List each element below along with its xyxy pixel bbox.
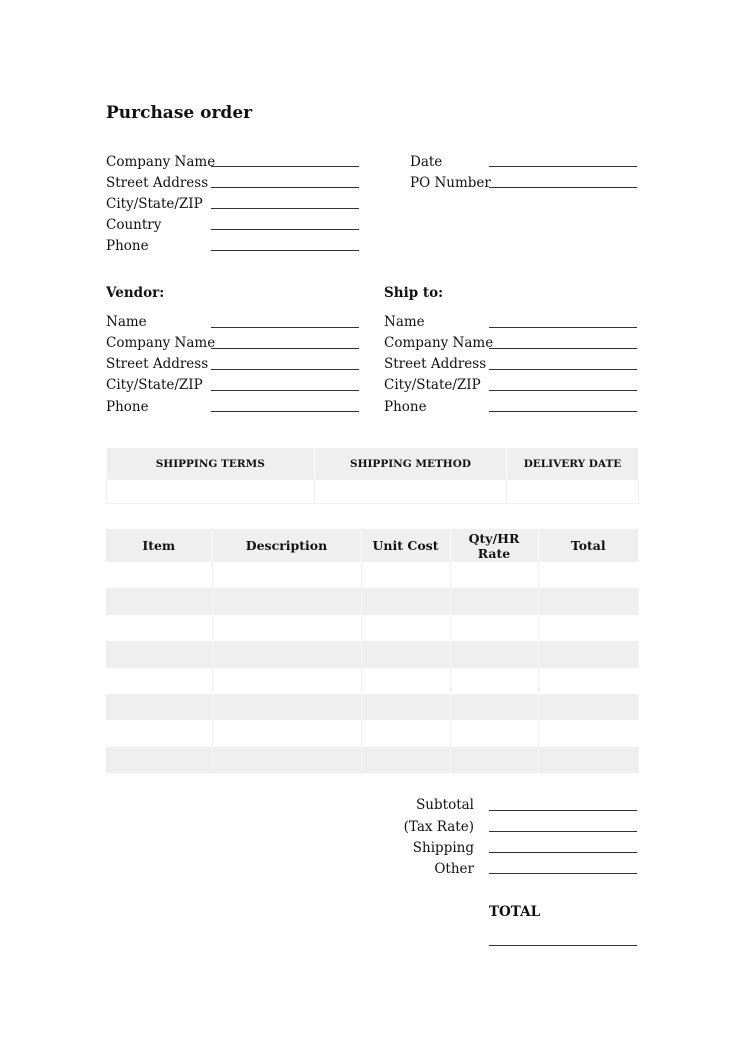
delivery-date-header: DELIVERY DATE xyxy=(507,448,639,480)
tax-rate-field[interactable] xyxy=(489,831,637,832)
vendor-city-state-zip-field[interactable] xyxy=(211,390,359,391)
total-cell[interactable] xyxy=(538,588,638,614)
vendor-company-name-field[interactable] xyxy=(211,348,359,349)
city-state-zip-label: City/State/ZIP xyxy=(106,196,203,212)
description-header: Description xyxy=(212,529,361,562)
unit-cost-cell[interactable] xyxy=(361,747,450,773)
phone-field[interactable] xyxy=(211,250,359,251)
qty-cell[interactable] xyxy=(450,588,538,614)
ship-to-street-address-field[interactable] xyxy=(489,369,637,370)
items-table-header xyxy=(106,529,638,562)
total-label: TOTAL xyxy=(489,904,541,920)
description-cell[interactable] xyxy=(212,615,361,641)
table-row xyxy=(106,668,638,694)
item-cell[interactable] xyxy=(106,588,212,614)
ship-to-name-label: Name xyxy=(384,314,425,330)
unit-cost-cell[interactable] xyxy=(361,562,450,588)
shipping-method-cell[interactable] xyxy=(315,480,507,504)
vendor-phone-label: Phone xyxy=(106,399,149,415)
ship-to-heading: Ship to: xyxy=(384,285,444,301)
vendor-phone-field[interactable] xyxy=(211,411,359,412)
shipping-table-row xyxy=(107,480,639,504)
description-cell[interactable] xyxy=(212,668,361,694)
description-cell[interactable] xyxy=(212,720,361,746)
unit-cost-cell[interactable] xyxy=(361,641,450,667)
ship-to-street-address-label: Street Address xyxy=(384,356,487,372)
qty-cell[interactable] xyxy=(450,720,538,746)
phone-label: Phone xyxy=(106,238,149,254)
table-row xyxy=(106,641,638,667)
ship-to-city-state-zip-field[interactable] xyxy=(489,390,637,391)
street-address-label: Street Address xyxy=(106,175,209,191)
qty-cell[interactable] xyxy=(450,668,538,694)
total-header: Total xyxy=(538,529,638,562)
city-state-zip-field[interactable] xyxy=(211,208,359,209)
po-number-field[interactable] xyxy=(489,187,637,188)
vendor-name-field[interactable] xyxy=(211,327,359,328)
total-cell[interactable] xyxy=(538,747,638,773)
description-cell[interactable] xyxy=(212,747,361,773)
country-label: Country xyxy=(106,217,162,233)
vendor-name-label: Name xyxy=(106,314,147,330)
shipping-table-header xyxy=(107,448,639,480)
table-row xyxy=(106,615,638,641)
company-name-field[interactable] xyxy=(211,166,359,167)
company-name-label: Company Name xyxy=(106,154,216,170)
ship-to-city-state-zip-label: City/State/ZIP xyxy=(384,377,481,393)
item-header: Item xyxy=(106,529,212,562)
item-cell[interactable] xyxy=(106,720,212,746)
unit-cost-header: Unit Cost xyxy=(361,529,450,562)
country-field[interactable] xyxy=(211,229,359,230)
ship-to-company-name-field[interactable] xyxy=(489,348,637,349)
date-field[interactable] xyxy=(489,166,637,167)
ship-to-phone-label: Phone xyxy=(384,399,427,415)
unit-cost-cell[interactable] xyxy=(361,588,450,614)
qty-cell[interactable] xyxy=(450,641,538,667)
description-cell[interactable] xyxy=(212,641,361,667)
tax-rate-label: (Tax Rate) xyxy=(403,819,474,835)
ship-to-name-field[interactable] xyxy=(489,327,637,328)
vendor-street-address-label: Street Address xyxy=(106,356,209,372)
shipping-label: Shipping xyxy=(412,840,474,856)
subtotal-field[interactable] xyxy=(489,810,637,811)
total-cell[interactable] xyxy=(538,641,638,667)
shipping-method-header: SHIPPING METHOD xyxy=(315,448,507,480)
table-row xyxy=(106,720,638,746)
vendor-street-address-field[interactable] xyxy=(211,369,359,370)
unit-cost-cell[interactable] xyxy=(361,668,450,694)
vendor-heading: Vendor: xyxy=(106,285,165,301)
item-cell[interactable] xyxy=(106,615,212,641)
shipping-table xyxy=(106,448,639,504)
qty-hr-rate-header: Qty/HR Rate xyxy=(450,529,538,562)
table-row xyxy=(106,747,638,773)
unit-cost-cell[interactable] xyxy=(361,615,450,641)
qty-cell[interactable] xyxy=(450,562,538,588)
item-cell[interactable] xyxy=(106,747,212,773)
qty-cell[interactable] xyxy=(450,615,538,641)
description-cell[interactable] xyxy=(212,588,361,614)
street-address-field[interactable] xyxy=(211,187,359,188)
total-field[interactable] xyxy=(489,945,637,946)
delivery-date-cell[interactable] xyxy=(507,480,639,504)
item-cell[interactable] xyxy=(106,562,212,588)
vendor-city-state-zip-label: City/State/ZIP xyxy=(106,377,203,393)
table-row xyxy=(106,694,638,720)
qty-cell[interactable] xyxy=(450,747,538,773)
unit-cost-cell[interactable] xyxy=(361,694,450,720)
shipping-terms-cell[interactable] xyxy=(107,480,315,504)
item-cell[interactable] xyxy=(106,641,212,667)
total-cell[interactable] xyxy=(538,668,638,694)
unit-cost-cell[interactable] xyxy=(361,720,450,746)
item-cell[interactable] xyxy=(106,694,212,720)
item-cell[interactable] xyxy=(106,668,212,694)
page-title: Purchase order xyxy=(106,103,253,123)
shipping-terms-header: SHIPPING TERMS xyxy=(107,448,315,480)
subtotal-label: Subtotal xyxy=(416,797,474,813)
total-cell[interactable] xyxy=(538,615,638,641)
description-cell[interactable] xyxy=(212,694,361,720)
qty-cell[interactable] xyxy=(450,694,538,720)
items-table xyxy=(106,529,639,773)
po-number-label: PO Number xyxy=(410,175,491,191)
ship-to-company-name-label: Company Name xyxy=(384,335,494,351)
total-cell[interactable] xyxy=(538,720,638,746)
total-cell[interactable] xyxy=(538,694,638,720)
shipping-field[interactable] xyxy=(489,852,637,853)
date-label: Date xyxy=(410,154,443,170)
description-cell[interactable] xyxy=(212,562,361,588)
vendor-company-name-label: Company Name xyxy=(106,335,216,351)
table-row xyxy=(106,588,638,614)
ship-to-phone-field[interactable] xyxy=(489,411,637,412)
other-label: Other xyxy=(434,861,474,877)
total-cell[interactable] xyxy=(538,562,638,588)
table-row xyxy=(106,562,638,588)
other-field[interactable] xyxy=(489,873,637,874)
